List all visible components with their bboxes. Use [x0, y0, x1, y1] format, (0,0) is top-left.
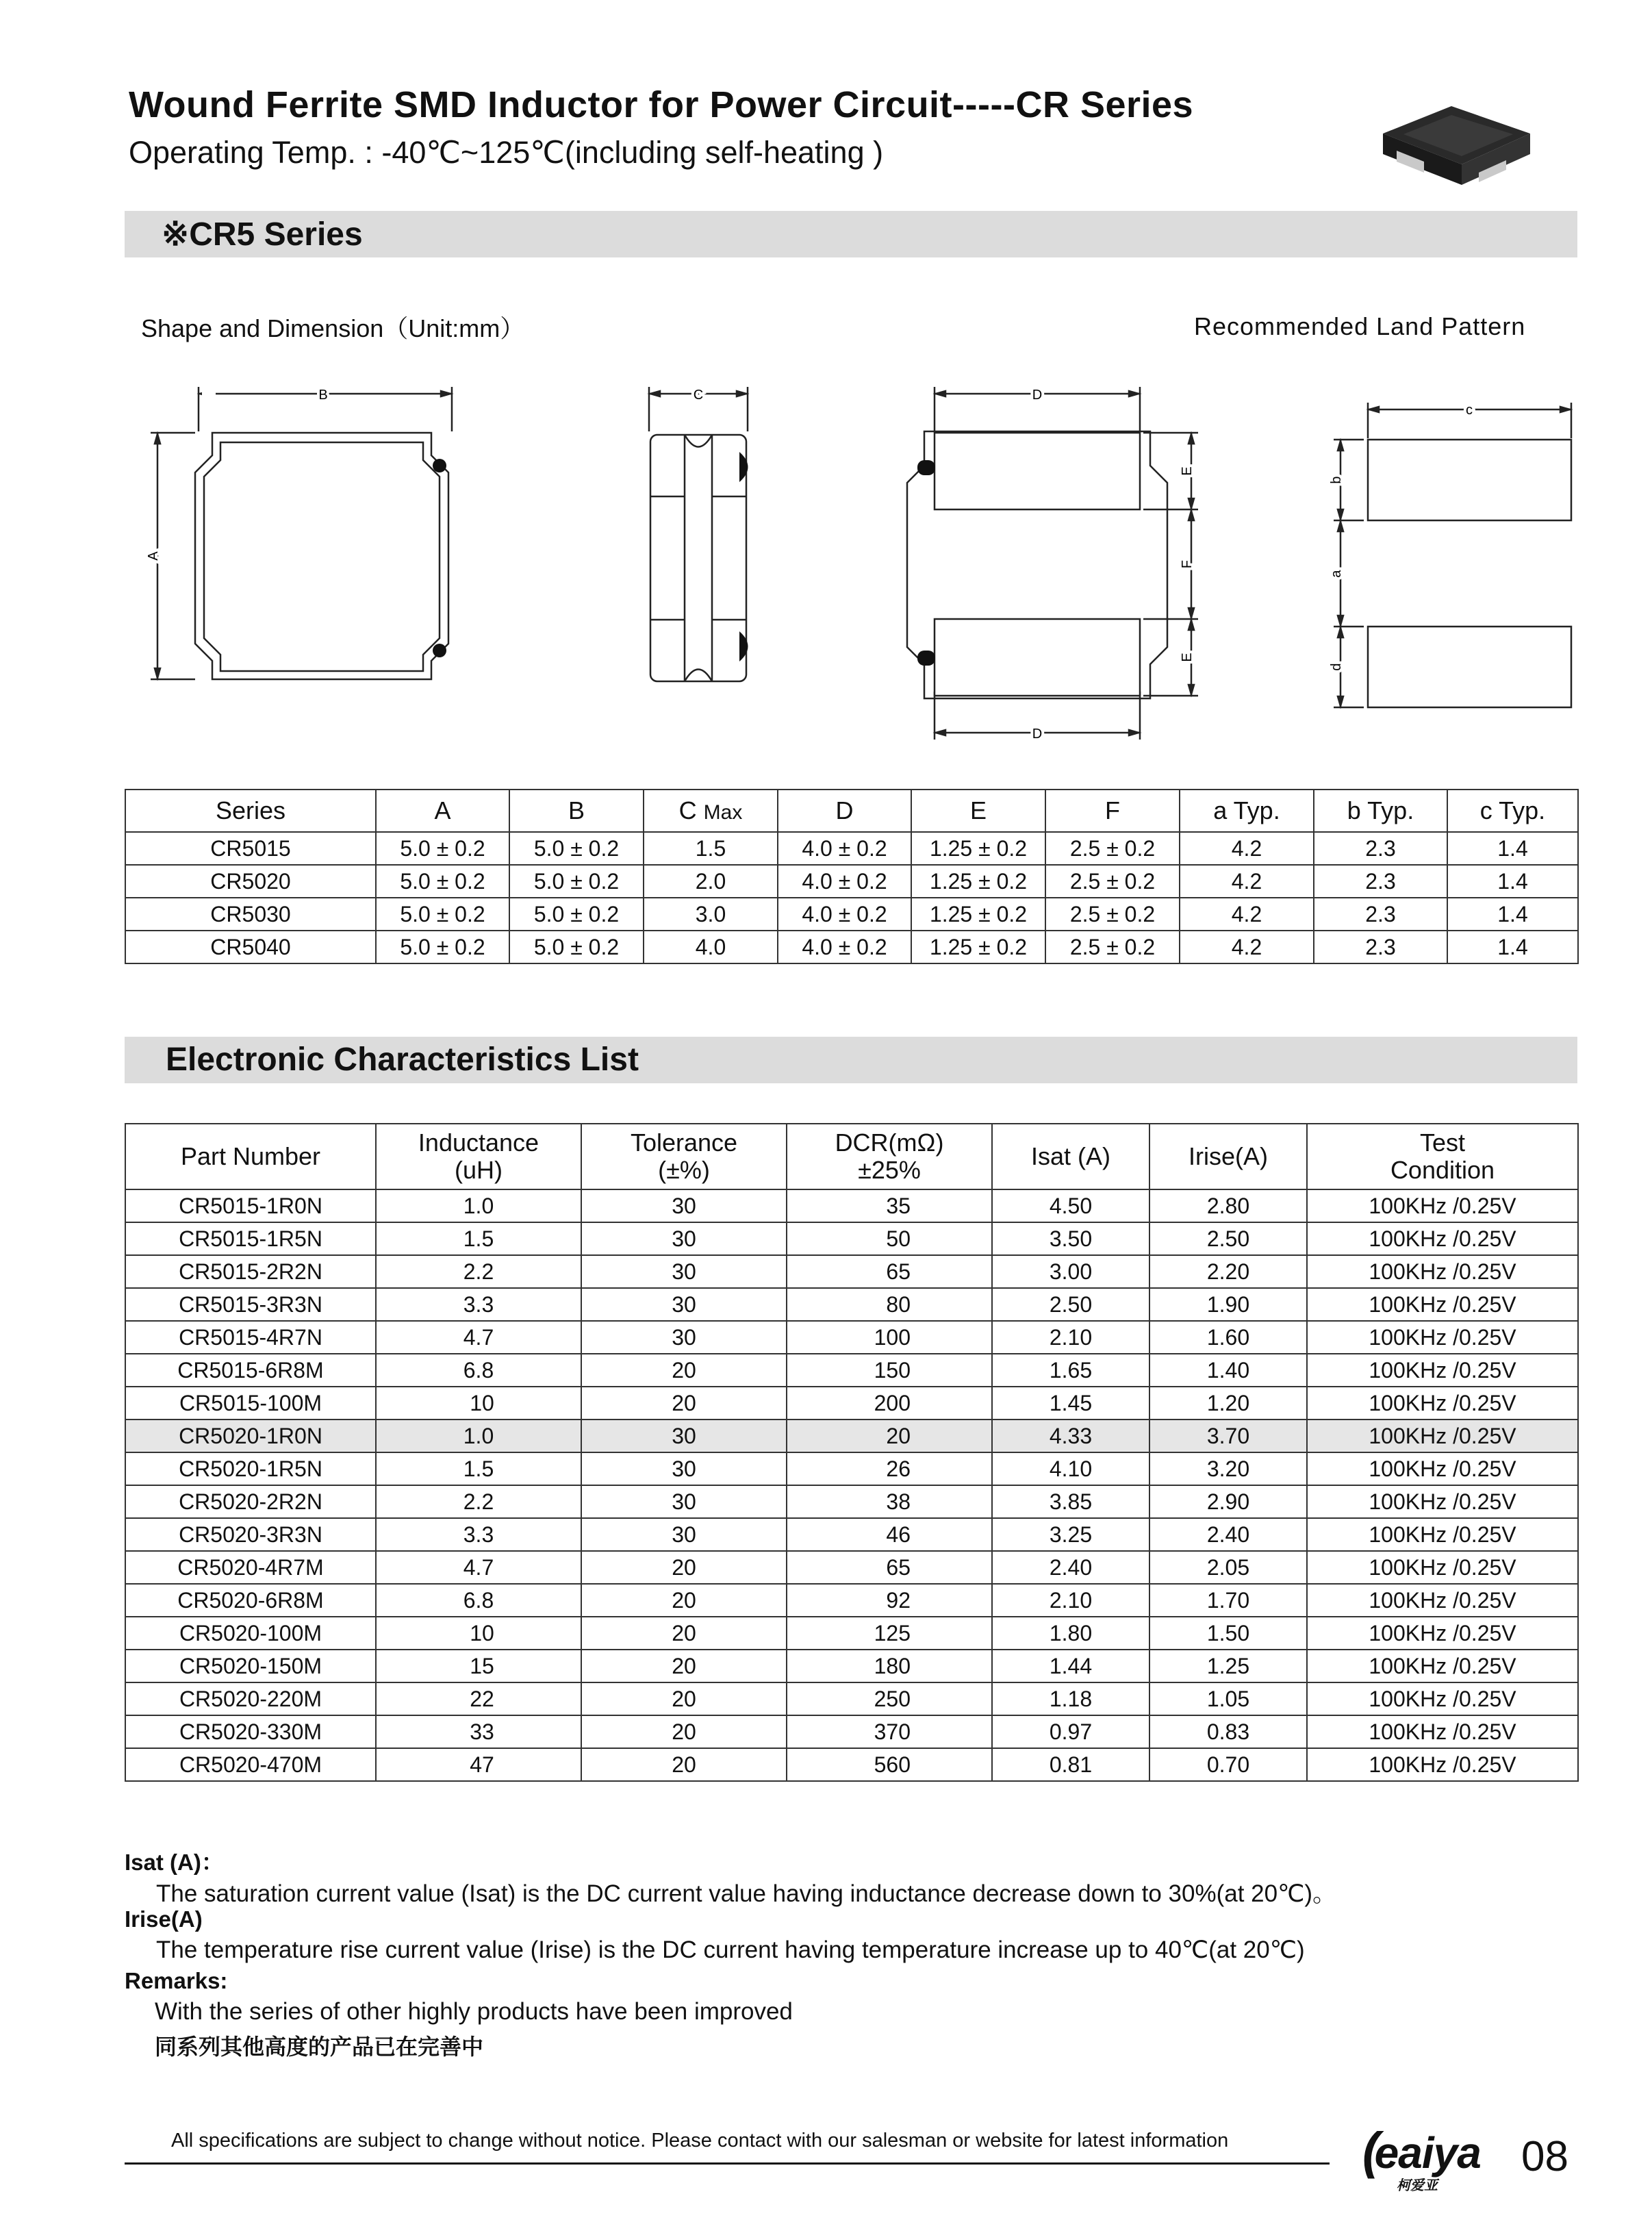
value-cell: 30	[581, 1189, 787, 1222]
header-a: A	[376, 790, 509, 832]
value-cell: 10	[376, 1387, 581, 1420]
value-cell: 3.25	[992, 1518, 1149, 1551]
electrical-row	[125, 1715, 1578, 1748]
part-number-cell: CR5015-6R8M	[125, 1354, 376, 1387]
value-cell: 20	[581, 1748, 787, 1781]
dim-label-e-bottom: E	[1180, 653, 1195, 662]
header-line: ±25%	[858, 1156, 921, 1184]
electrical-header-row	[125, 1124, 1578, 1189]
electrical-row	[125, 1682, 1578, 1715]
header-line: Condition	[1390, 1156, 1495, 1184]
part-number-cell: CR5015-4R7N	[125, 1321, 376, 1354]
electrical-row	[125, 1518, 1578, 1551]
value-cell: 6.8	[376, 1584, 581, 1617]
dimension-cell: 2.3	[1314, 931, 1447, 963]
dimension-cell: 4.2	[1180, 931, 1314, 963]
header-line: Inductance	[418, 1128, 539, 1157]
value-cell: 20	[581, 1354, 787, 1387]
value-cell: 1.20	[1149, 1387, 1307, 1420]
remarks-heading: Remarks:	[125, 1968, 228, 1993]
value-cell: 3.00	[992, 1255, 1149, 1288]
value-cell: 100KHz /0.25V	[1307, 1518, 1578, 1551]
electrical-row	[125, 1650, 1578, 1682]
value-cell: 100KHz /0.25V	[1307, 1255, 1578, 1288]
value-cell: 22	[376, 1682, 581, 1715]
value-cell: 100KHz /0.25V	[1307, 1715, 1578, 1748]
value-cell: 4.33	[992, 1420, 1149, 1452]
value-cell: 100KHz /0.25V	[1307, 1650, 1578, 1682]
value-cell: 100	[787, 1321, 992, 1354]
value-cell: 2.90	[1149, 1485, 1307, 1518]
value-cell: 6.8	[376, 1354, 581, 1387]
part-number-cell: CR5020-1R5N	[125, 1452, 376, 1485]
brand-logo	[1362, 2121, 1481, 2180]
dimension-cell: 5.0 ± 0.2	[376, 832, 509, 865]
header-series: Series	[125, 790, 376, 832]
value-cell: 30	[581, 1288, 787, 1321]
electrical-header-cell	[992, 1124, 1149, 1189]
electrical-header-cell	[125, 1124, 376, 1189]
value-cell: 2.40	[1149, 1518, 1307, 1551]
value-cell: 370	[787, 1715, 992, 1748]
irise-heading: Irise(A)	[125, 1906, 203, 1932]
electronic-characteristics-band	[125, 1037, 1577, 1083]
value-cell: 30	[581, 1452, 787, 1485]
part-number-cell: CR5020-330M	[125, 1715, 376, 1748]
value-cell: 3.50	[992, 1222, 1149, 1255]
value-cell: 2.50	[1149, 1222, 1307, 1255]
value-cell: 1.45	[992, 1387, 1149, 1420]
value-cell: 100KHz /0.25V	[1307, 1584, 1578, 1617]
dimension-cell: 2.5 ± 0.2	[1045, 832, 1180, 865]
electrical-header-cell	[581, 1124, 787, 1189]
dimension-cell: 5.0 ± 0.2	[376, 865, 509, 898]
value-cell: 100KHz /0.25V	[1307, 1354, 1578, 1387]
part-number-cell: CR5020-1R0N	[125, 1420, 376, 1452]
electrical-row	[125, 1452, 1578, 1485]
value-cell: 1.44	[992, 1650, 1149, 1682]
irise-description: The temperature rise current value (Irise) is the DC current having temperature increase up to 40℃(at 20℃)	[156, 1936, 1305, 1963]
bottom-view-drawing	[897, 383, 1219, 753]
land-pattern-drawing	[1314, 390, 1575, 712]
value-cell: 2.50	[992, 1288, 1149, 1321]
header-line: (±%)	[658, 1156, 710, 1184]
value-cell: 1.40	[1149, 1354, 1307, 1387]
dimension-cell: 5.0 ± 0.2	[509, 865, 644, 898]
dim-label-a-land: a	[1329, 570, 1344, 578]
value-cell: 2.2	[376, 1485, 581, 1518]
dimension-cell: 5.0 ± 0.2	[509, 832, 644, 865]
part-number-cell: CR5020-2R2N	[125, 1485, 376, 1518]
side-view-drawing	[644, 383, 767, 698]
value-cell: 65	[787, 1551, 992, 1584]
dim-label-e-top: E	[1180, 466, 1195, 476]
header-line: Test	[1419, 1128, 1466, 1157]
dimension-cell: 5.0 ± 0.2	[376, 898, 509, 931]
logo-chinese-text: 柯爱亚	[1397, 2178, 1438, 2193]
value-cell: 20	[581, 1682, 787, 1715]
value-cell: 50	[787, 1222, 992, 1255]
dim-label-b-land: b	[1329, 476, 1344, 484]
value-cell: 100KHz /0.25V	[1307, 1387, 1578, 1420]
dimension-cell: 2.5 ± 0.2	[1045, 931, 1180, 963]
value-cell: 250	[787, 1682, 992, 1715]
value-cell: 2.10	[992, 1321, 1149, 1354]
value-cell: 4.7	[376, 1321, 581, 1354]
dimension-cell: 1.25 ± 0.2	[911, 865, 1045, 898]
dimension-cell: 4.0 ± 0.2	[778, 865, 911, 898]
electrical-row	[125, 1617, 1578, 1650]
dimension-cell: 1.25 ± 0.2	[911, 931, 1045, 963]
value-cell: 15	[376, 1650, 581, 1682]
header-line: (uH)	[455, 1156, 503, 1184]
dimension-cell: 1.25 ± 0.2	[911, 898, 1045, 931]
value-cell: 10	[376, 1617, 581, 1650]
value-cell: 560	[787, 1748, 992, 1781]
page-number: 08	[1521, 2133, 1568, 2180]
value-cell: 1.65	[992, 1354, 1149, 1387]
value-cell: 2.80	[1149, 1189, 1307, 1222]
value-cell: 3.85	[992, 1485, 1149, 1518]
dimension-cell: 1.25 ± 0.2	[911, 832, 1045, 865]
value-cell: 20	[581, 1551, 787, 1584]
electrical-characteristics-table	[125, 1123, 1579, 1782]
series-cell: CR5015	[125, 832, 376, 865]
value-cell: 80	[787, 1288, 992, 1321]
dimension-cell: 1.5	[644, 832, 778, 865]
dimension-row	[125, 898, 1578, 931]
value-cell: 125	[787, 1617, 992, 1650]
header-line: DCR(mΩ)	[835, 1128, 944, 1157]
part-number-cell: CR5015-2R2N	[125, 1255, 376, 1288]
header-c	[644, 790, 778, 832]
dimension-cell: 1.4	[1447, 931, 1578, 963]
value-cell: 35	[787, 1189, 992, 1222]
footer-rule	[125, 2162, 1330, 2165]
remarks-text-en: With the series of other highly products have been improved	[155, 1998, 793, 2025]
header-line: Irise(A)	[1189, 1142, 1268, 1170]
part-number-cell: CR5015-1R5N	[125, 1222, 376, 1255]
series-cell: CR5020	[125, 865, 376, 898]
part-number-cell: CR5020-220M	[125, 1682, 376, 1715]
value-cell: 100KHz /0.25V	[1307, 1222, 1578, 1255]
dimension-cell: 2.3	[1314, 898, 1447, 931]
footer-disclaimer: All specifications are subject to change without notice. Please contact with our salesman or website for latest information	[171, 2130, 1229, 2152]
smd-inductor-photo	[1376, 103, 1534, 192]
value-cell: 180	[787, 1650, 992, 1682]
value-cell: 33	[376, 1715, 581, 1748]
dim-label-f: F	[1180, 559, 1195, 569]
dimension-cell: 4.0 ± 0.2	[778, 931, 911, 963]
value-cell: 100KHz /0.25V	[1307, 1321, 1578, 1354]
value-cell: 20	[581, 1617, 787, 1650]
part-number-cell: CR5015-100M	[125, 1387, 376, 1420]
value-cell: 100KHz /0.25V	[1307, 1748, 1578, 1781]
header-e: E	[911, 790, 1045, 832]
part-number-cell: CR5020-100M	[125, 1617, 376, 1650]
header-c-letter: C	[678, 796, 697, 824]
value-cell: 20	[581, 1715, 787, 1748]
value-cell: 2.2	[376, 1255, 581, 1288]
dim-label-d-top: D	[1032, 388, 1043, 403]
dimension-cell: 2.5 ± 0.2	[1045, 865, 1180, 898]
value-cell: 3.3	[376, 1288, 581, 1321]
dimension-cell: 5.0 ± 0.2	[509, 898, 644, 931]
dim-label-b: B	[318, 388, 328, 403]
value-cell: 100KHz /0.25V	[1307, 1452, 1578, 1485]
electrical-header-cell	[1149, 1124, 1307, 1189]
value-cell: 100KHz /0.25V	[1307, 1682, 1578, 1715]
section-title-cr5: ※CR5 Series	[162, 216, 363, 253]
dimension-cell: 2.3	[1314, 832, 1447, 865]
value-cell: 2.20	[1149, 1255, 1307, 1288]
header-c-suffix: Max	[703, 801, 743, 824]
value-cell: 2.40	[992, 1551, 1149, 1584]
header-c-typ: c Typ.	[1447, 790, 1578, 832]
series-cell: CR5030	[125, 898, 376, 931]
dimension-table	[125, 789, 1579, 964]
page-title: Wound Ferrite SMD Inductor for Power Circuit-----CR Series	[129, 84, 1194, 125]
electrical-header-cell	[1307, 1124, 1578, 1189]
dimension-row	[125, 865, 1578, 898]
dimension-cell: 1.4	[1447, 832, 1578, 865]
dimension-cell: 4.0 ± 0.2	[778, 898, 911, 931]
value-cell: 65	[787, 1255, 992, 1288]
electrical-row	[125, 1551, 1578, 1584]
value-cell: 1.70	[1149, 1584, 1307, 1617]
dimension-cell: 2.3	[1314, 865, 1447, 898]
dim-label-c-land: c	[1466, 403, 1473, 418]
part-number-cell: CR5015-1R0N	[125, 1189, 376, 1222]
value-cell: 100KHz /0.25V	[1307, 1485, 1578, 1518]
electrical-row	[125, 1748, 1578, 1781]
value-cell: 0.81	[992, 1748, 1149, 1781]
value-cell: 1.60	[1149, 1321, 1307, 1354]
header-b: B	[509, 790, 644, 832]
value-cell: 20	[581, 1650, 787, 1682]
electrical-row	[125, 1321, 1578, 1354]
value-cell: 100KHz /0.25V	[1307, 1551, 1578, 1584]
dimension-cell: 4.2	[1180, 832, 1314, 865]
electrical-row	[125, 1189, 1578, 1222]
header-d: D	[778, 790, 911, 832]
page-subtitle: Operating Temp. : -40℃~125℃(including self-heating )	[129, 135, 884, 170]
value-cell: 1.5	[376, 1222, 581, 1255]
value-cell: 0.83	[1149, 1715, 1307, 1748]
dimension-cell: 4.2	[1180, 898, 1314, 931]
value-cell: 20	[581, 1584, 787, 1617]
value-cell: 92	[787, 1584, 992, 1617]
value-cell: 38	[787, 1485, 992, 1518]
value-cell: 4.50	[992, 1189, 1149, 1222]
header-f: F	[1045, 790, 1180, 832]
header-a-typ: a Typ.	[1180, 790, 1314, 832]
series-cell: CR5040	[125, 931, 376, 963]
value-cell: 0.97	[992, 1715, 1149, 1748]
part-number-cell: CR5020-3R3N	[125, 1518, 376, 1551]
dimension-cell: 4.2	[1180, 865, 1314, 898]
value-cell: 150	[787, 1354, 992, 1387]
electrical-row	[125, 1288, 1578, 1321]
cr5-series-band	[125, 211, 1577, 257]
value-cell: 200	[787, 1387, 992, 1420]
dimension-cell: 3.0	[644, 898, 778, 931]
dimension-cell: 4.0 ± 0.2	[778, 832, 911, 865]
header-b-typ: b Typ.	[1314, 790, 1447, 832]
value-cell: 100KHz /0.25V	[1307, 1189, 1578, 1222]
value-cell: 1.0	[376, 1189, 581, 1222]
dimension-header-row	[125, 790, 1578, 832]
electrical-row	[125, 1354, 1578, 1387]
dimension-row	[125, 931, 1578, 963]
value-cell: 1.5	[376, 1452, 581, 1485]
electrical-row	[125, 1584, 1578, 1617]
value-cell: 30	[581, 1518, 787, 1551]
value-cell: 26	[787, 1452, 992, 1485]
part-number-cell: CR5020-150M	[125, 1650, 376, 1682]
dimension-cell: 2.5 ± 0.2	[1045, 898, 1180, 931]
top-view-drawing	[144, 383, 466, 698]
dim-label-c: C	[693, 388, 704, 403]
value-cell: 1.80	[992, 1617, 1149, 1650]
dimension-cell: 5.0 ± 0.2	[376, 931, 509, 963]
part-number-cell: CR5020-6R8M	[125, 1584, 376, 1617]
value-cell: 1.90	[1149, 1288, 1307, 1321]
value-cell: 3.20	[1149, 1452, 1307, 1485]
dim-label-d-bottom: D	[1032, 727, 1043, 742]
header-line: Tolerance	[630, 1128, 738, 1157]
dim-label-d-land: d	[1329, 663, 1344, 671]
dimension-cell: 4.0	[644, 931, 778, 963]
dimension-cell: 1.4	[1447, 865, 1578, 898]
header-line: Part Number	[180, 1142, 321, 1170]
part-number-cell: CR5015-3R3N	[125, 1288, 376, 1321]
electrical-row	[125, 1420, 1578, 1452]
header-line: Isat (A)	[1030, 1142, 1110, 1170]
value-cell: 20	[581, 1387, 787, 1420]
part-number-cell: CR5020-470M	[125, 1748, 376, 1781]
section-title-electronic: Electronic Characteristics List	[166, 1042, 639, 1078]
electrical-header-cell	[376, 1124, 581, 1189]
isat-heading: Isat (A)：	[125, 1850, 224, 1875]
value-cell: 4.7	[376, 1551, 581, 1584]
value-cell: 47	[376, 1748, 581, 1781]
value-cell: 100KHz /0.25V	[1307, 1288, 1578, 1321]
value-cell: 1.18	[992, 1682, 1149, 1715]
value-cell: 46	[787, 1518, 992, 1551]
electrical-row	[125, 1222, 1578, 1255]
value-cell: 0.70	[1149, 1748, 1307, 1781]
value-cell: 4.10	[992, 1452, 1149, 1485]
value-cell: 3.70	[1149, 1420, 1307, 1452]
remarks-text-cn: 同系列其他高度的产品已在完善中	[155, 2034, 484, 2059]
shape-dimension-label: Shape and Dimension（Unit:mm）	[141, 314, 525, 342]
value-cell: 3.3	[376, 1518, 581, 1551]
value-cell: 1.0	[376, 1420, 581, 1452]
electrical-header-cell	[787, 1124, 992, 1189]
dimension-cell: 5.0 ± 0.2	[509, 931, 644, 963]
isat-description: The saturation current value (Isat) is the DC current value having inductance decrease down to 30%(at 20℃)。	[156, 1880, 1337, 1907]
electrical-row	[125, 1387, 1578, 1420]
value-cell: 1.05	[1149, 1682, 1307, 1715]
value-cell: 1.50	[1149, 1617, 1307, 1650]
value-cell: 100KHz /0.25V	[1307, 1617, 1578, 1650]
land-pattern-label: Recommended Land Pattern	[1194, 312, 1526, 340]
dimension-cell: 1.4	[1447, 898, 1578, 931]
dim-label-a: A	[146, 551, 161, 561]
value-cell: 30	[581, 1321, 787, 1354]
value-cell: 100KHz /0.25V	[1307, 1420, 1578, 1452]
logo-text: eaiya	[1374, 2128, 1481, 2178]
value-cell: 2.05	[1149, 1551, 1307, 1584]
value-cell: 30	[581, 1485, 787, 1518]
value-cell: 20	[787, 1420, 992, 1452]
electrical-row	[125, 1485, 1578, 1518]
logo-swoosh-icon: (	[1362, 2122, 1379, 2179]
part-number-cell: CR5020-4R7M	[125, 1551, 376, 1584]
value-cell: 1.25	[1149, 1650, 1307, 1682]
value-cell: 30	[581, 1222, 787, 1255]
value-cell: 2.10	[992, 1584, 1149, 1617]
electrical-row	[125, 1255, 1578, 1288]
value-cell: 30	[581, 1420, 787, 1452]
dimension-row	[125, 832, 1578, 865]
value-cell: 30	[581, 1255, 787, 1288]
dimension-cell: 2.0	[644, 865, 778, 898]
